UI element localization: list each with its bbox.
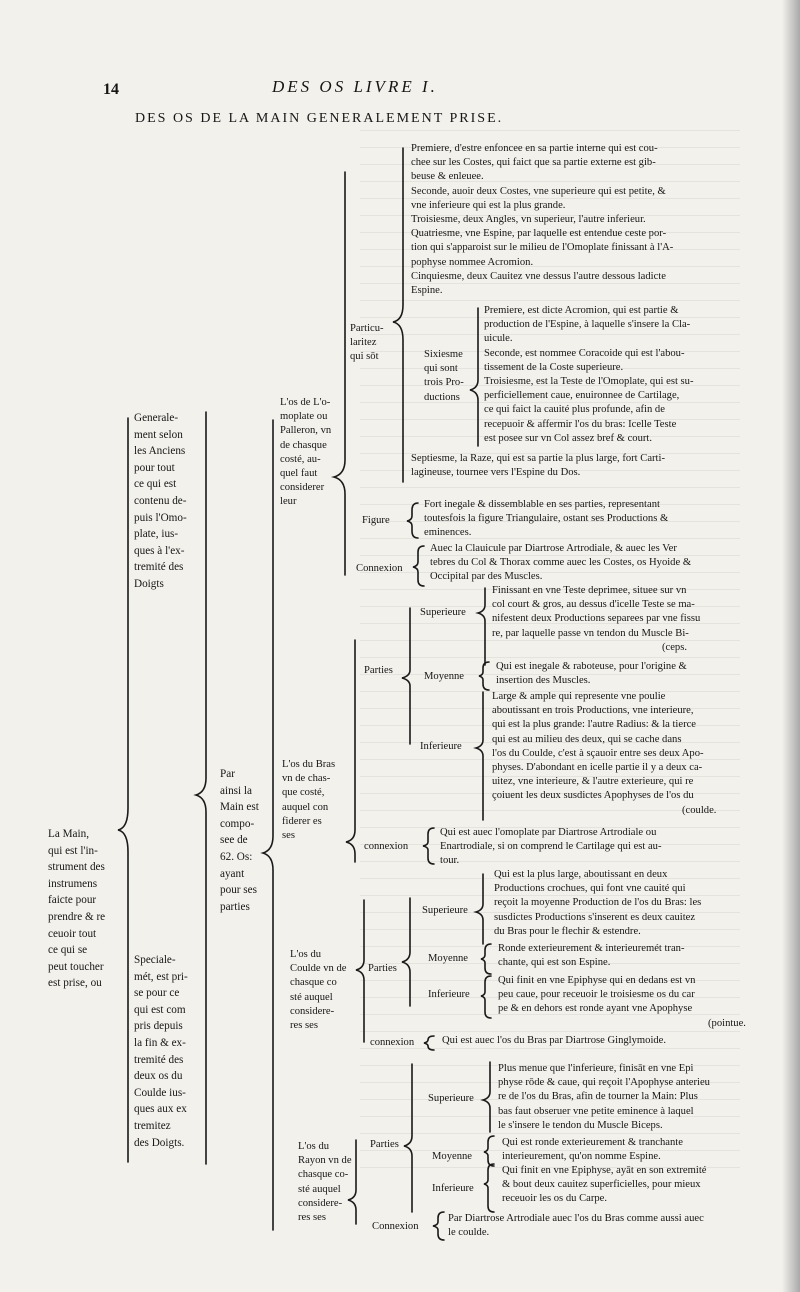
coulde-conn-brace (424, 1036, 434, 1050)
figure-text: Fort inegale & dissemblable en ses parties, representant toutesfois la figure Triangulaire, ostant ses Productions & eminences. (424, 499, 669, 539)
coulde-moyenne-text: Ronde exterieurement & interieuremét tran- chante, qui est son Espine. (498, 943, 685, 969)
particularitez-brace (393, 148, 403, 482)
omoplate-connexion-label: Connexion (356, 563, 403, 574)
septiesme-text: Septiesme, la Raze, qui est sa partie la plus large, fort Carti- lagineuse, tournee vers l'Espine du Dos. (411, 453, 665, 479)
bras-connexion-text: Qui est auec l'omoplate par Diartrose Artrodiale ou Enartrodiale, si on comprend le Cartilage qui est au- tour. (440, 827, 662, 867)
bras-conn-brace (423, 828, 434, 864)
rayon-inferieure-text: Qui finit en vne Epiphyse, ayāt en son extremité & bout deux cauitez superficielles, pour mieux receuoir les os du Carpe. (502, 1165, 707, 1205)
coulde-connexion-text: Qui est auec l'os du Bras par Diartrose Ginglymoide. (442, 1035, 667, 1046)
main-brace (196, 412, 206, 1164)
coulde-inferieure-text: Qui finit en vne Epiphyse qui en dedans est vn peu caue, pour receuoir le troisiesme os du car pe & en dehors est ronde ayant vne Apophyse (pointue. (498, 975, 746, 1029)
bras-moyenne-text: Qui est inegale & raboteuse, pour l'origine & insertion des Muscles. (496, 661, 687, 687)
coulde-superieure-label: Superieure (422, 905, 468, 916)
running-head: DES OS LIVRE I. (272, 77, 438, 96)
specialement-label: Speciale- mét, est pri- se pour ce qui est com pris depuis la fin & ex- tremité des deux os du Coulde ius- ques aux ex tremitez des Doigts. (134, 954, 188, 1149)
sixiesme-items: Premiere, est dicte Acromion, qui est partie & production de l'Espine, à laquelle s'insere la Cla- uicule. Seconde, est nommee Coracoide qui est l'abou- tissement de la Coste superieure. Troisiesme, est la Teste de l'Omoplate, qui est su- perficiellement caue, enuironnee de Cartilage, ce qui faict la cauité plus profunde, afin de recepuoir & affermir l'os du bras: Icelle Teste est posee sur vn Col assez bref & court. (484, 305, 694, 444)
coulde-inferieure-label: Inferieure (428, 989, 470, 1000)
coulde-sup-brace (476, 874, 483, 944)
bras-moy-brace (479, 662, 489, 690)
figure-brace (407, 503, 418, 538)
coulde-parties-brace (402, 898, 410, 1006)
bras-inferieure-text: Large & ample qui represente vne poulie aboutissant en trois Productions, vne interieure, qui est la plus grande: l'autre Radius: & la tierce qui est au milieu des deux, qui se cache dans l'os du Coulde, c'est à sçauoir entre ses deux Apo- physes. D'abondant en icelle partie il y a deux ca- uitez, vne interieure, & l'autre exterieure, qui re çoiuent les deux susdictes Apophyses de l'os du (coulde. (492, 691, 717, 816)
particularitez-items: Premiere, d'estre enfoncee en sa partie interne qui est cou- chee sur les Costes, qui faict que sa partie externe est gib- beuse & enleuee. Seconde, auoir deux Costes, vne superieure qui est petite, & vne inferieure qui est la plus grande. Troisiesme, deux Angles, vn superieur, l'autre inferieur. Quatriesme, vne Espine, par laquelle est entendue ceste por- tion qui s'apparoist sur le milieu de l'Omoplate finissant à l'A- pophyse nommee Acromion. Cinquiesme, deux Cauitez vne dessus l'autre dessous ladicte Espine. (411, 143, 674, 297)
bras-brace (346, 640, 355, 862)
bras-superieure-label: Superieure (420, 607, 466, 618)
coulde-connexion-label: connexion (370, 1037, 415, 1048)
bras-inferieure-label: Inferieure (420, 741, 462, 752)
root-brace (118, 418, 128, 1162)
bras-sup-brace (478, 588, 485, 665)
coulde-moyenne-label: Moyenne (428, 953, 469, 964)
rayon-connexion-text: Par Diartrose Artrodiale auec l'os du Bras comme aussi auec le coulde. (448, 1213, 704, 1239)
bras-inf-brace (476, 692, 483, 820)
omoplate-brace (334, 172, 345, 575)
page-number: 14 (103, 81, 119, 98)
chapter-title: DES OS DE LA MAIN GENERALEMENT PRISE. (135, 111, 504, 126)
coulde-parties-label: Parties (368, 963, 397, 974)
rayon-inferieure-label: Inferieure (432, 1183, 474, 1194)
bras-parties-label: Parties (364, 665, 393, 676)
omoplate-connexion-text: Auec la Clauicule par Diartrose Artrodiale, & auec les Ver tebres du Col & Thorax comme auec les Costes, os Hyoide & Occipital par des Muscles. (430, 543, 692, 583)
rayon-superieure-text: Plus menue que l'inferieure, finisāt en vne Epi physe rōde & caue, qui reçoit l'Apophyse anterieu re de l'os du Bras, afin de tourner la Main: Plus bas faut obseruer vne petite eminence à laquel le s'insere le tendon du Muscle Biceps. (498, 1063, 710, 1131)
bras-superieure-text: Finissant en vne Teste deprimee, situee sur vn col court & gros, au dessus d'icelle Teste se ma- nifestent deux Productions separees par vne fissu re, par laquelle passe vn tendon du Muscle Bi- (ceps. (492, 585, 701, 653)
rayon-superieure-label: Superieure (428, 1093, 474, 1104)
figure-label: Figure (362, 515, 390, 526)
generalement-label: Generale- ment selon les Anciens pour tout ce qui est contenu de- puis l'Omo- plate, ius- ques à l'ex- tremité des Doigts (134, 412, 187, 590)
rayon-conn-brace (433, 1212, 444, 1240)
sixiesme-label: Sixiesme qui sont trois Pro- ductions (424, 349, 464, 403)
omoplate-label: L'os de L'o- moplate ou Palleron, vn de chasque costé, au- quel faut considerer leur (280, 397, 332, 508)
par-ainsi-label: Par ainsi la Main est compo- see de 62. Os: ayant pour ses parties (220, 768, 259, 913)
bras-moyenne-label: Moyenne (424, 671, 465, 682)
particularitez-label: Particu- laritez qui sōt (350, 323, 384, 363)
bras-connexion-label: connexion (364, 841, 409, 852)
bras-parties-brace (402, 608, 410, 744)
rayon-moyenne-label: Moyenne (432, 1151, 473, 1162)
rayon-parties-label: Parties (370, 1139, 399, 1150)
rayon-parties-brace (404, 1064, 412, 1212)
rayon-moy-brace (484, 1136, 494, 1166)
rayon-connexion-label: Connexion (372, 1221, 419, 1232)
bras-label: L'os du Bras vn de chas- que costé, auquel con fiderer es ses (282, 759, 336, 842)
sixiesme-brace (470, 308, 478, 446)
coulde-brace (356, 900, 364, 1042)
rayon-sup-brace (483, 1062, 490, 1132)
rayon-inf-brace (484, 1164, 494, 1212)
rayon-moyenne-text: Qui est ronde exterieurement & tranchante interieurement, qu'on nomme Espine. (502, 1137, 683, 1163)
coulde-moy-brace (481, 944, 491, 974)
coulde-superieure-text: Qui est la plus large, aboutissant en deux Productions crochues, qui font vne cauité qui reçoit la moyenne Production de l'os du Bras: les susdictes Productions s'inserent es deux cauitez du Bras pour le flechir & estendre. (494, 869, 702, 937)
omo-connexion-brace (413, 546, 424, 586)
rayon-label: L'os du Rayon vn de chasque co- sté auquel considere- res ses (298, 1141, 352, 1224)
coulde-label: L'os du Coulde vn de chasque co sté auquel considere- res ses (290, 949, 347, 1032)
parts-brace (263, 420, 273, 1230)
coulde-inf-brace (481, 976, 491, 1018)
root-label: La Main, qui est l'in- strument des instrumens faicte pour prendre & re ceuoir tout ce qui se peut toucher est prise, ou (48, 828, 106, 990)
